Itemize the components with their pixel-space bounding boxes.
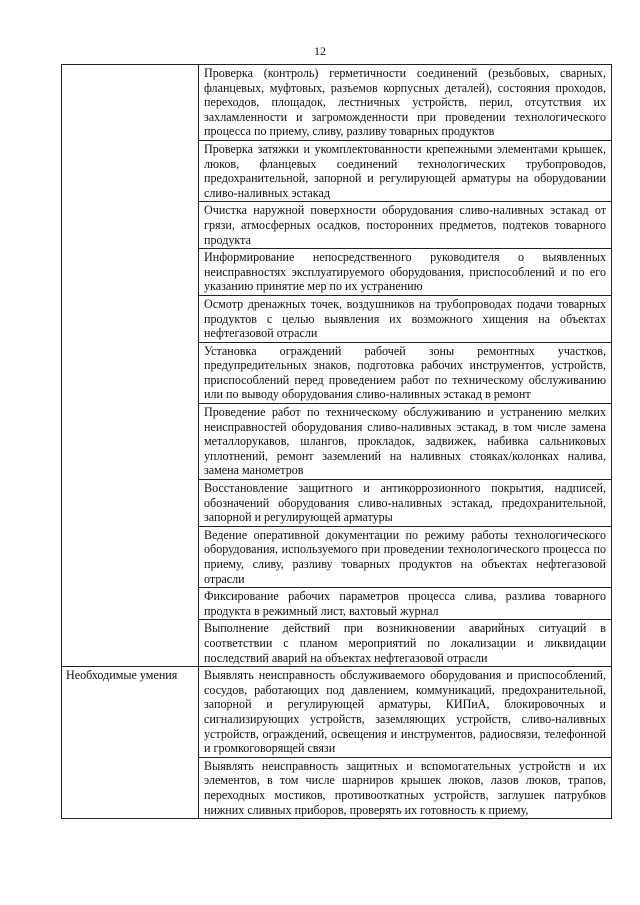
action-cell: Установка ограждений рабочей зоны ремонтных участков, предупредительных знаков, подготовка рабочих инструментов, устройств, приспособлений перед проведением работ по техническому обслуживанию или по выводу оборудования сливо-наливных эстакад в ремонт <box>199 342 612 403</box>
page-bottom-margin <box>60 831 612 905</box>
row-label-cell <box>62 65 199 667</box>
action-cell: Информирование непосредственного руководителя о выявленных неисправностях эксплуатируемого оборудования, приспособлений и по его указанию принятие мер по их устранению <box>199 249 612 296</box>
table-row <box>62 65 612 141</box>
action-cell: Проверка затяжки и укомплектованности крепежными элементами крышек, люков, фланцевых соединений технологических трубопроводов, предохранительной, запорной и регулирующей арматуры на оборудовании сливо-наливных эстакад <box>199 140 612 201</box>
page-number: 12 <box>314 44 326 58</box>
action-cell: Осмотр дренажных точек, воздушников на трубопроводах подачи товарных продуктов с целью выявления их возможного хищения на объектах нефтегазовой отрасли <box>199 295 612 342</box>
action-cell: Фиксирование рабочих параметров процесса слива, разлива товарного продукта в режимный лист, вахтовый журнал <box>199 588 612 620</box>
skills-label: Необходимые умения <box>62 667 199 819</box>
skill-cell: Выявлять неисправность обслуживаемого оборудования и приспособлений, сосудов, работающих под давлением, коммуникаций, предохранительной, запорной и регулирующей арматуры, КИПиА, блокировочных и сигнализирующих устройств, заземляющих устройств, сливо-наливных устройств, ограждений, освещения и инструментов, радиосвязи, телефонной и громкоговорящей связи <box>199 667 612 758</box>
action-cell: Проведение работ по техническому обслуживанию и устранению мелких неисправностей оборудования сливо-наливных эстакад, в том числе замена металлорукавов, шлангов, прокладок, задвижек, набивка сальниковых уплотнений, ремонт заземлений на наливных стояках/колонках налива, замена манометров <box>199 404 612 480</box>
action-cell: Проверка (контроль) герметичности соединений (резьбовых, сварных, фланцевых, муфтовых, разъемов корпусных деталей), состояния проходов, переходов, площадок, лестничных устройств, перил, отсутствия их захламленности и загроможденности при проведении технологического процесса по приему, сливу, разливу товарных продуктов <box>199 65 612 141</box>
action-cell: Выполнение действий при возникновении аварийных ситуаций в соответствии с планом мероприятий по локализации и ликвидации последствий аварий на объектах нефтегазовой отрасли <box>199 620 612 667</box>
action-cell: Очистка наружной поверхности оборудования сливо-наливных эстакад от грязи, атмосферных осадков, посторонних предметов, подтеков товарного продукта <box>199 202 612 249</box>
action-cell: Ведение оперативной документации по режиму работы технологического оборудования, используемого при проведении технологического процесса по приему, сливу, разливу товарных продуктов на объектах нефтегазовой отрасли <box>199 526 612 587</box>
job-functions-table <box>61 64 612 819</box>
table-row <box>62 667 612 758</box>
action-cell: Восстановление защитного и антикоррозионного покрытия, надписей, обозначений оборудования сливо-наливных эстакад, предохранительной, запорной и регулирующей арматуры <box>199 480 612 527</box>
skill-cell: Выявлять неисправность защитных и вспомогательных устройств и их элементов, в том числе шарниров крышек люков, лазов люков, трапов, переходных мостиков, противооткатных устройств, заглушек патрубков нижних сливных приборов, проверять их готовность к приему, <box>199 757 612 818</box>
